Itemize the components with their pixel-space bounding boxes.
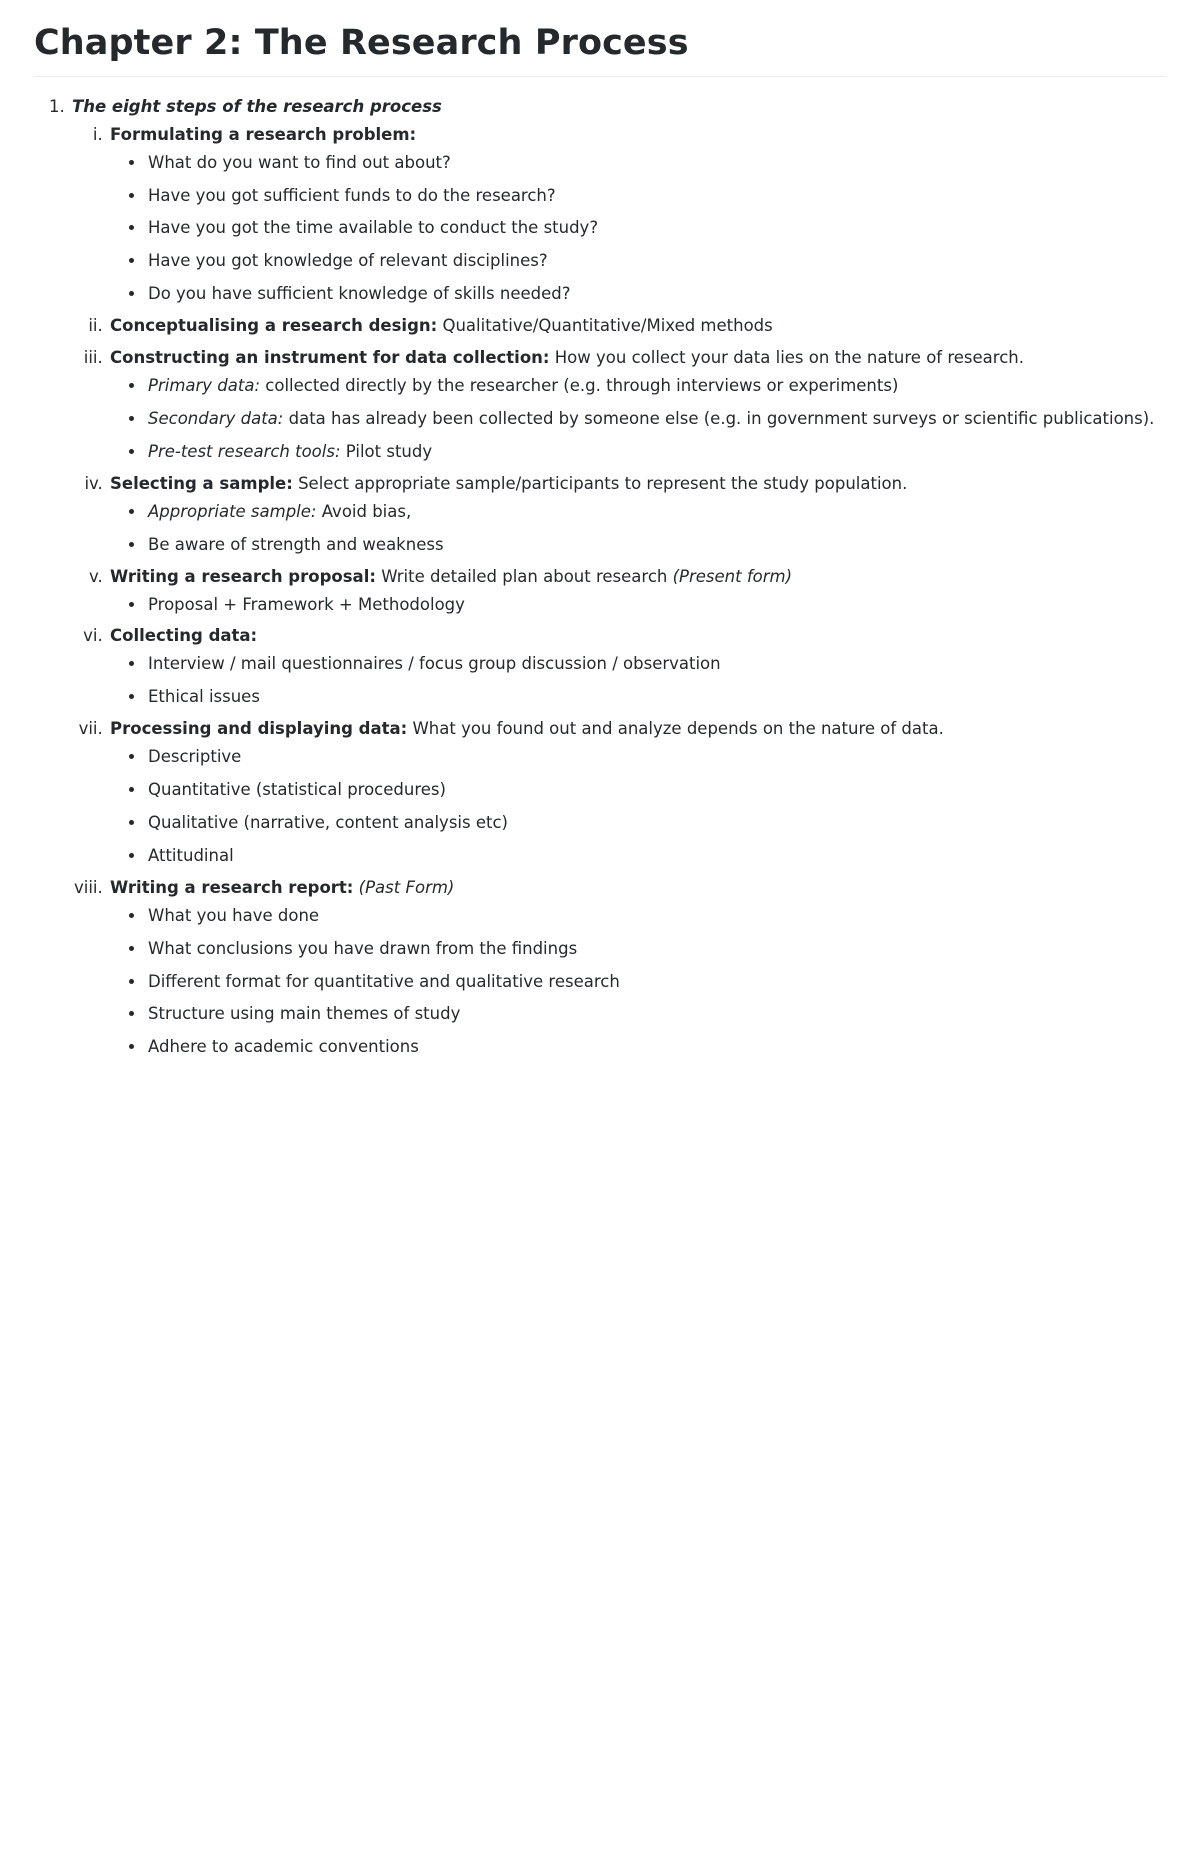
- bullet-text: Pilot study: [340, 441, 433, 461]
- bullet-item: [146, 652, 1166, 676]
- step-item: [108, 314, 1166, 338]
- bullet-text: Attitudinal: [148, 845, 234, 865]
- bullet-item: [146, 904, 1166, 928]
- step-item: [108, 565, 1166, 617]
- bullet-item: [146, 533, 1166, 557]
- step-description: Qualitative/Quantitative/Mixed methods: [437, 316, 773, 336]
- step-title: Constructing an instrument for data collection:: [110, 348, 550, 368]
- bullet-text: Different format for quantitative and qualitative research: [148, 971, 620, 991]
- bullet-item: [146, 184, 1166, 208]
- bullet-text: What you have done: [148, 905, 320, 925]
- bullet-text: Interview / mail questionnaires / focus group discussion / observation: [148, 654, 721, 674]
- bullet-text: Adhere to academic conventions: [148, 1037, 419, 1057]
- bullet-text: What do you want to find out about?: [148, 152, 451, 172]
- bullet-item: [146, 374, 1166, 398]
- bullet-item: [146, 745, 1166, 769]
- main-list-item: [70, 95, 1166, 1060]
- step-item: [108, 472, 1166, 557]
- step-bullet-list: [110, 374, 1166, 464]
- bullet-text: Have you got the time available to conduct the study?: [148, 218, 599, 238]
- bullet-term: Appropriate sample:: [148, 501, 317, 521]
- main-item-label: The eight steps of the research process: [72, 96, 442, 116]
- step-description: How you collect your data lies on the nature of research.: [549, 348, 1024, 368]
- page-title: Chapter 2: The Research Process: [34, 22, 1166, 77]
- bullet-item: [146, 970, 1166, 994]
- step-item: [108, 346, 1166, 464]
- step-title: Processing and displaying data:: [110, 719, 408, 739]
- step-title: Writing a research proposal:: [110, 566, 376, 586]
- step-bullet-list: [110, 593, 1166, 617]
- step-item: [108, 876, 1166, 1060]
- step-description: What you found out and analyze depends on the nature of data.: [407, 719, 944, 739]
- bullet-text: What conclusions you have drawn from the findings: [148, 938, 578, 958]
- bullet-term: Primary data:: [148, 376, 261, 396]
- steps-list: [72, 123, 1166, 1060]
- bullet-text: collected directly by the researcher (e.g. through interviews or experiments): [260, 376, 899, 396]
- bullet-item: [146, 407, 1166, 431]
- step-bullet-list: [110, 904, 1166, 1060]
- bullet-text: Have you got knowledge of relevant disciplines?: [148, 251, 548, 271]
- bullet-text: Structure using main themes of study: [148, 1004, 461, 1024]
- bullet-text: Proposal + Framework + Methodology: [148, 594, 465, 614]
- bullet-text: Do you have sufficient knowledge of skills needed?: [148, 284, 571, 304]
- bullet-item: [146, 1035, 1166, 1059]
- step-description: Select appropriate sample/participants to represent the study population.: [292, 473, 908, 493]
- bullet-term: Pre-test research tools:: [148, 441, 341, 461]
- step-item: [108, 717, 1166, 868]
- bullet-item: [146, 249, 1166, 273]
- step-item: [108, 624, 1166, 709]
- bullet-item: [146, 282, 1166, 306]
- step-form-note: (Present form): [672, 566, 793, 586]
- step-item: [108, 123, 1166, 307]
- bullet-item: [146, 593, 1166, 617]
- bullet-text: Quantitative (statistical procedures): [148, 780, 446, 800]
- bullet-item: [146, 151, 1166, 175]
- bullet-text: Have you got sufficient funds to do the research?: [148, 185, 556, 205]
- bullet-text: Descriptive: [148, 747, 242, 767]
- bullet-item: [146, 844, 1166, 868]
- bullet-text: Qualitative (narrative, content analysis etc): [148, 812, 508, 832]
- step-bullet-list: [110, 652, 1166, 709]
- step-bullet-list: [110, 500, 1166, 557]
- bullet-item: [146, 778, 1166, 802]
- step-title: Writing a research report:: [110, 877, 354, 897]
- step-title: Conceptualising a research design:: [110, 316, 438, 336]
- step-bullet-list: [110, 151, 1166, 307]
- bullet-item: [146, 500, 1166, 524]
- bullet-item: [146, 1002, 1166, 1026]
- bullet-text: data has already been collected by someone else (e.g. in government surveys or scientific publications).: [283, 408, 1155, 428]
- main-ordered-list: [34, 95, 1166, 1060]
- bullet-text: Ethical issues: [148, 687, 260, 707]
- step-title: Collecting data:: [110, 626, 258, 646]
- bullet-text: Avoid bias,: [316, 501, 412, 521]
- step-title: Selecting a sample:: [110, 473, 293, 493]
- bullet-item: [146, 685, 1166, 709]
- step-title: Formulating a research problem:: [110, 124, 417, 144]
- bullet-item: [146, 440, 1166, 464]
- bullet-item: [146, 811, 1166, 835]
- step-description: Write detailed plan about research: [375, 566, 673, 586]
- bullet-item: [146, 216, 1166, 240]
- step-bullet-list: [110, 745, 1166, 868]
- bullet-item: [146, 937, 1166, 961]
- step-form-note: (Past Form): [358, 877, 455, 897]
- bullet-term: Secondary data:: [148, 408, 284, 428]
- bullet-text: Be aware of strength and weakness: [148, 534, 444, 554]
